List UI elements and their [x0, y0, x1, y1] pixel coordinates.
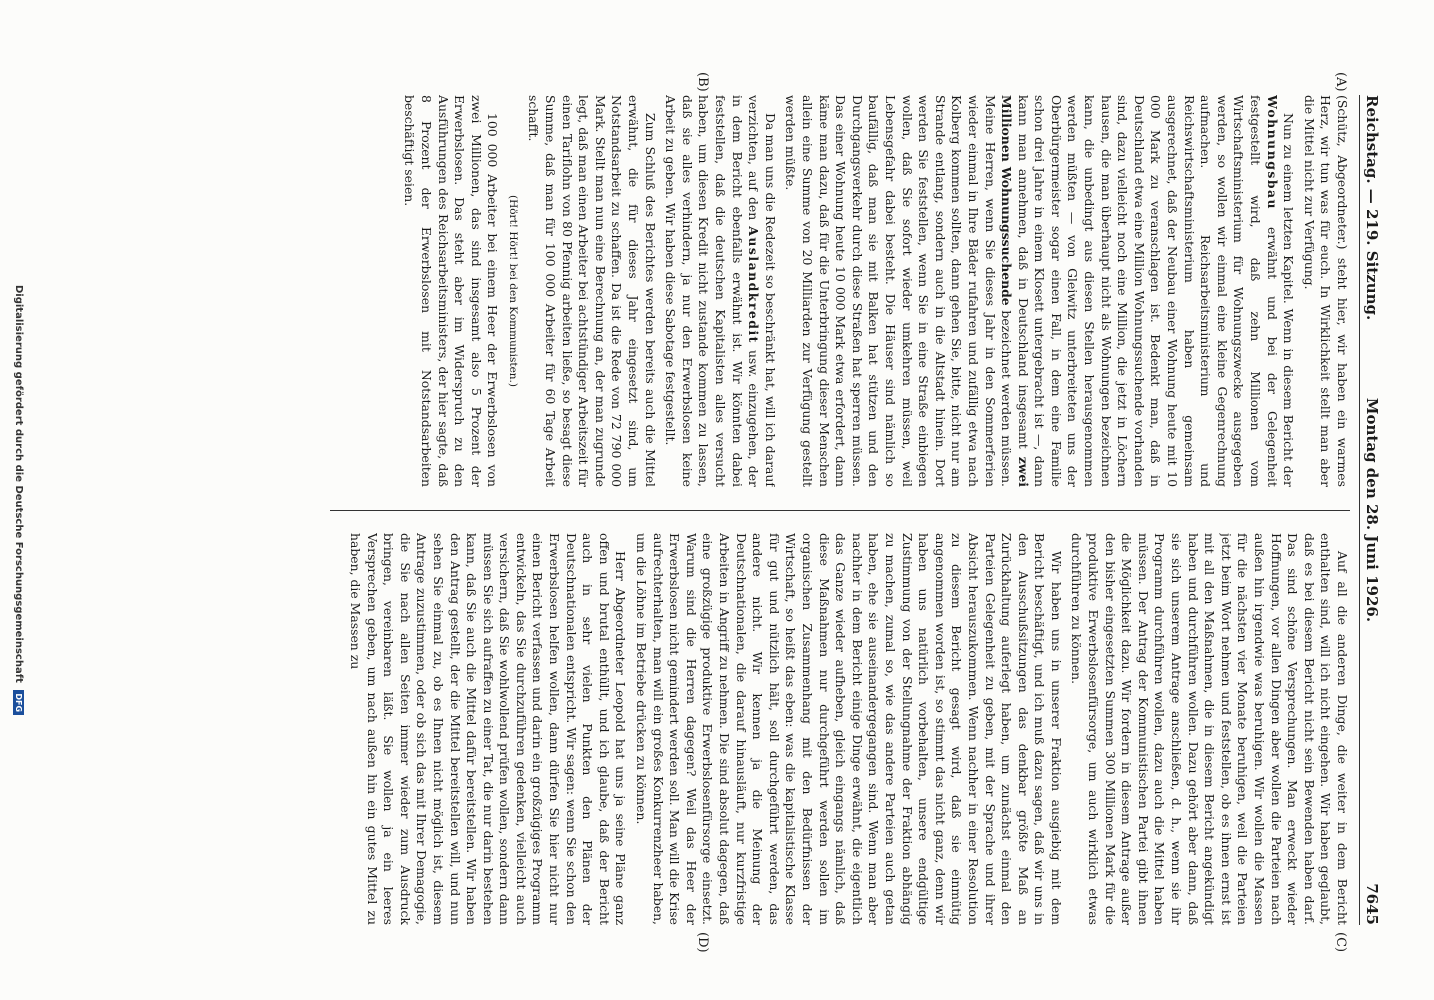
paragraph-leopold: Herr Abgeordneter Leopold hat uns ja seine Pläne ganz offen und brutal enthüllt, und ich glaube, daß der Bericht auch in sehr vielen Punkten den Plänen der Deutschnationalen entspricht. Wir sagen: wenn Sie schon den Erwerbslosen helfen wollen, dann dürfen Sie hier nicht nur einen Bericht verfassen und darin ein großzügiges Programm entwickeln, das Sie durchzuführen gedenken, vielleicht auch versichern, daß Sie wohlwollend prüfen wollen, sondern dann müssen Sie sich aufraffen zu einer Tat, die nur darin bestehen kann, daß Sie auch die Mittel dafür bereitstellen. Wir haben den Antrag gestellt, der die Mittel bereitstellen will, und nun sehen Sie einmal zu, ob es Ihnen nicht möglich ist, diesem Antrage zuzustimmen, oder ob sich das mit Ihrer Demagogie, die Sie nach allen Seiten immer wieder zum Ausdruck bringen, vereinbaren läßt. Sie wollen ja ein leeres Versprechen geben, um nach außen hin ein gutes Mittel zu haben, die Massen zu — [347, 533, 629, 925]
paragraph-emergency-work: Zum Schluß des Berichtes werden bereits auch die Mittel erwähnt, die für dieses Jahr eingesetzt sind, um Notstandsarbeit zu schaffen. Da ist die Rede von 72 790 000 Mark. Stellt man nun eine Berechnung an, der man zugrunde legt, daß man einen Arbeiter bei achtstündiger Arbeitszeit für einen Tariflohn von 80 Pfennig arbeiten ließe, so besagt diese Summe, daß man für 100 000 Arbeiter für 60 Tage Arbeit schafft. — [526, 95, 658, 487]
column-divider — [330, 510, 1350, 511]
margin-marker-b: (B) — [695, 72, 710, 92]
header-date: Montag den 28. Juni 1926. — [1363, 397, 1381, 623]
emphasis-two-million: zwei Millionen Wohnungssuchende — [999, 95, 1031, 487]
paragraph-report: Auf all die anderen Dinge, die weiter in dem Bericht enthalten sind, will ich nicht eingehen. Wir haben geglaubt, daß es bei diesem Bericht nicht sein Bewenden haben darf. Das sind schöne Versprechungen. Man erweckt wieder Hoffnungen, vor allen Dingen aber wollen die Parteien nach außen hin irgendwie was beruhigen. Wir wollen die Massen für die nächsten vier Monate beruhigen, weil die Parteien jetzt beim Wort nehmen und feststellen, ob es ihnen ernst ist mit all den Maßnahmen, die in diesem Bericht angekündigt haben und durchführen wollen. Dazu gehört aber dann, daß sie sich unserem Antrage anschließen, d. h., wenn sie ihr Programm durchführen wollen, dazu auch die Mittel haben müssen. Der Antrag der Kommunistischen Partei gibt ihnen die Möglichkeit dazu. Wir fordern in diesem Antrage außer den bisher eingesetzten Summen 300 Millionen Mark für die produktive Erwerbslosenfürsorge, um auch wirklich etwas durchführen zu können. — [1069, 533, 1350, 925]
margin-marker-d: (D) — [695, 932, 710, 953]
digitization-credit — [13, 0, 24, 1000]
page-header — [1359, 95, 1384, 925]
speaker-line — [1300, 95, 1350, 487]
paragraph-housing — [782, 95, 1296, 487]
text-run: erwähnt und bei der Gelegenheit festgestellt wird, daß zehn Millionen vom Wirtschaftsministerium für Wohnungszwecke ausgegeben werden, so wollen wir einmal eine kleine Gegenrechnung aufmachen. Reichsarbeitsministerium und Reichswirtschaftsministerium haben gemeinsam ausgerechnet, daß der Neubau einer Wohnung heute mit 10 000 Mark zu veranschlagen ist. Bedenkt man, daß in Deutschland etwa eine Million Wohnungssuchende vorhanden sind, dazu vielleicht noch eine Million, die jetzt in Löchern hausen, die man überhaupt nicht als Wohnungen bezeichnen kann, die unbedingt aus diesen Stellen herausgenommen werden müßten — von Gleiwitz unterbreiteten uns der Oberbürgermeister sogar einen Fall, in dem eine Familie schon drei Jahre in einem Klosett untergebracht ist —, dann kann man annehmen, daß in Deutschland insgesamt — [1015, 95, 1280, 487]
text-run: Da man uns die Redezeit so beschränkt hat, will ich darauf verzichten, auf den — [746, 95, 778, 487]
text-run: Nun zu einem letzten Kapitel. Wenn in diesem Bericht der — [1281, 113, 1297, 487]
paragraph-unemployed: 100 000 Arbeiter bei einem Heer der Erwerbslosen von zwei Millionen, das sind insgesamt also 5 Prozent der Erwerbslosen. Das steht aber im Widerspruch zu den Ausführungen des Reichsarbeitsministers, der hier sagte, daß 8 Prozent der Erwerbslosen mit Notstandsarbeiten beschäftigt seien. — [402, 95, 501, 487]
dfg-logo-icon: DFG — [13, 690, 24, 715]
text-run: bezeichnet werden müssen. Meine Herren, wenn Sie dieses Jahr in den Sommerferien wieder einmal in Ihre Bäder rufahren und zufällig etwa nach Kolberg kommen sollten, dann gehen Sie, bitte, nicht nur am Strande entlang, sondern auch in die Altstadt hinein. Dort werden Sie feststellen, wenn Sie in eine Straße einbiegen wollen, daß Sie sofort wieder umkehren müssen, weil Lebensgefahr dabei besteht. Die Häuser sind nämlich so baufällig, daß man sie mit Balken hat stützen und den Durchgangsverkehr durch diese Straßen hat sperren müssen. Das einer Wohnung heute 10 000 Mark etwa erfordert, dann käme man dazu, daß für die Unterbringung dieser Menschen allein eine Summe von 20 Milliarden zur Verfügung gestellt werden müßte. — [783, 95, 1015, 487]
emphasis-housing: Wohnungsbau — [1264, 95, 1280, 211]
credit-text: Digitalisierung gefördert durch die Deutsche Forschungsgemeinschaft — [13, 284, 24, 683]
page-number: 7645 — [1363, 883, 1381, 925]
emphasis-foreign-credit: Auslandkredit — [746, 226, 762, 344]
margin-marker-c: (C) — [1333, 932, 1348, 953]
speaker-intro: (Schütz, Abgeordneter.) steht hier, wir haben ein warmes Herz, wir tun was für euch. In Wirklichkeit stellt man aber die Mittel nicht zur Verfügung. — [1301, 95, 1350, 487]
text-run: usw. einzugehen, der in dem Bericht ebenfalls erwähnt ist. Wir könnten dabei feststellen, daß die deutschen Kapitalisten alles versucht haben, um diesen Kredit nicht zustande kommen zu lassen, daß sie alles verhindern, ja nur den Erwerbslosen keine Arbeit zu geben. Wir haben diese Sabotage festgestellt. — [663, 95, 762, 487]
left-column — [330, 95, 1350, 487]
header-session: Reichstag. — 219. Sitzung. — [1363, 95, 1381, 321]
interjection: (Hört! Hört! bei den Kommunisten.) — [506, 194, 519, 387]
paragraph-credit — [662, 95, 778, 487]
margin-marker-a: (A) — [1333, 72, 1348, 92]
right-column — [330, 533, 1350, 925]
paragraph-fraction: Wir haben uns in unserer Fraktion ausgiebig mit dem Bericht beschäftigt, und ich muß dazu sagen, daß wir uns in den Ausschußsitzungen das denkbar größte Maß an Zurückhaltung auferlegt haben, um zunächst einmal den Parteien Gelegenheit zu geben, mit der Sprache und ihrer Absicht herauszukommen. Wenn nachher in einer Resolution zu diesem Bericht gesagt wird, daß sie einmütig angenommen worden ist, so stimmt das nicht ganz, denn wir haben uns natürlich vorbehalten, unsere endgültige Zustimmung von der Stellungnahme der Fraktion abhängig zu machen, zumal so, wie das andere Parteien auch getan haben, ehe sie auseinandergegangen sind. Wenn man aber nachher in dem Bericht einige Dinge erwähnt, die eigentlich das Ganze wieder aufheben, gleich eingangs nämlich, daß diese Maßnahmen nur durchgeführt werden sollen im organischen Zusammenhang mit den Bedürfnissen der Wirtschaft, so heißt das eben: was die kapitalistische Klasse für gut und nützlich hält, soll durchgeführt werden, das andere nicht. Wir kennen ja die Meinung der Deutschnationalen, die darauf hinausläuft, nur kurzfristige Arbeiten in Angriff zu nehmen. Die sind absolut dagegen, daß eine großzügige produktive Erwerbslosenfürsorge einsetzt. Warum sind die Herren dagegen? Weil das Heer der Erwerbslosen nicht gemindert werden soll. Man will die Krise aufrechterhalten, man will ein großes Konkurrenzheer haben, um die Löhne im Betriebe drücken zu können. — [634, 533, 1064, 925]
